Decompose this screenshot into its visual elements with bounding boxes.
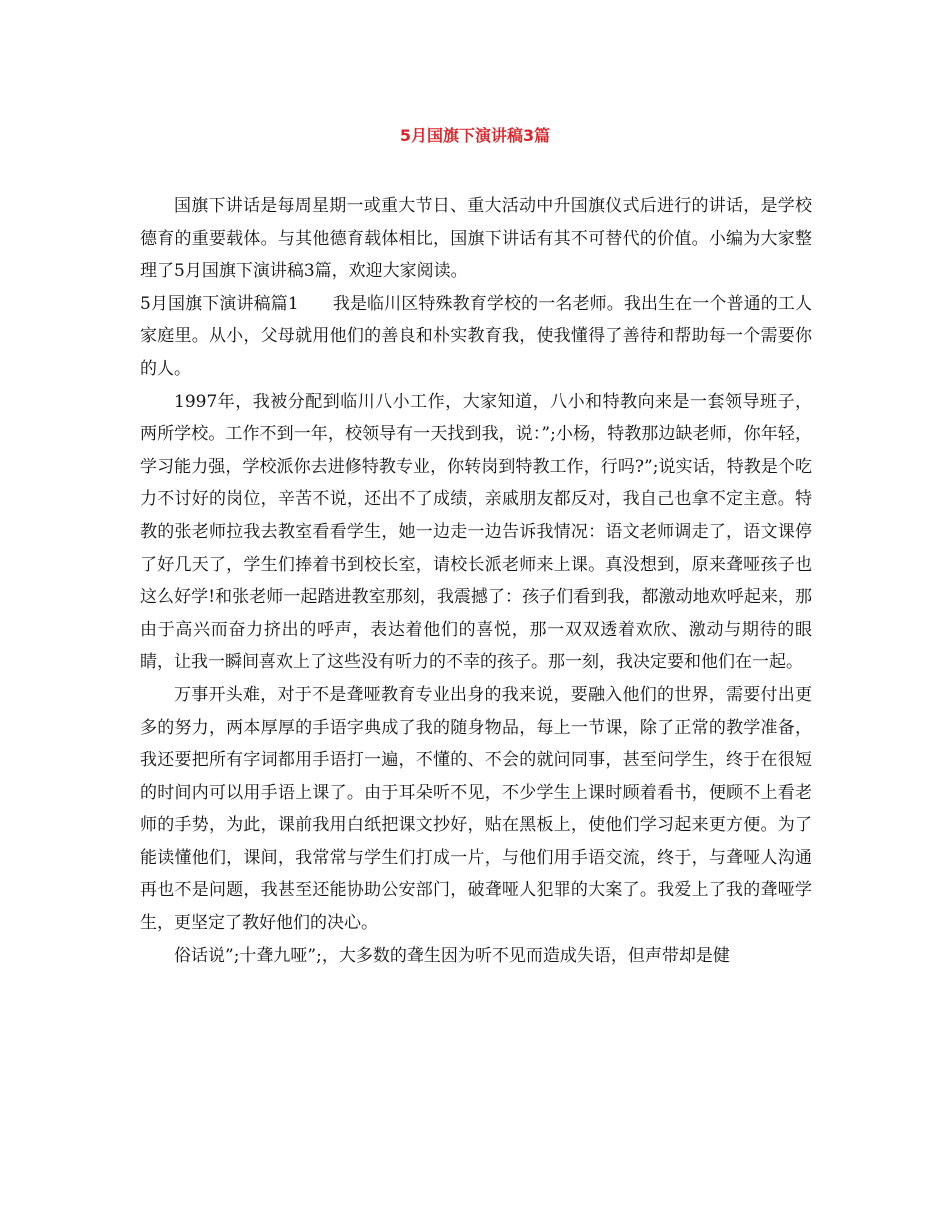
section1-paragraph [140, 288, 812, 386]
document-title: 5月国旗下演讲稿3篇 [399, 126, 551, 145]
paragraph-3: 万事开头难，对于不是聋哑教育专业出身的我来说，要融入他们的世界，需要付出更多的努力，两本厚厚的手语字典成了我的随身物品，每上一节课，除了正常的教学准备，我还要把所有字词都用手语打一遍，不懂的、不会的就问同事，甚至问学生，终于在很短的时间内可以用手语上课了。由于耳朵听不见，不少学生上课时顾着看书，便顾不上看老师的手势，为此，课前我用白纸把课文抄好，贴在黑板上，使他们学习起来更方便。为了能读懂他们，课间，我常常与学生们打成一片，与他们用手语交流，终于，与聋哑人沟通再也不是问题，我甚至还能协助公安部门，破聋哑人犯罪的大案了。我爱上了我的聋哑学生，更坚定了教好他们的决心。 [140, 684, 812, 934]
intro-paragraph: 国旗下讲话是每周星期一或重大节日、重大活动中升国旗仪式后进行的讲话，是学校德育的重要载体。与其他德育载体相比，国旗下讲话有其不可替代的价值。小编为大家整理了5月国旗下演讲稿3篇，欢迎大家阅读。 [140, 196, 812, 282]
paragraph-2: 1997年，我被分配到临川八小工作，大家知道，八小和特教向来是一套领导班子，两所学校。工作不到一年，校领导有一天找到我，说：”;小杨，特教那边缺老师，你年轻，学习能力强，学校派你去进修特教专业，你转岗到特教工作，行吗?”;说实话，特教是个吃力不讨好的岗位，辛苦不说，还出不了成绩，亲戚朋友都反对，我自己也拿不定主意。特教的张老师拉我去教室看看学生，她一边走一边告诉我情况：语文老师调走了，语文课停了好几天了，学生们捧着书到校长室，请校长派老师来上课。真没想到，原来聋哑孩子也这么好学!和张老师一起踏进教室那刻，我震撼了：孩子们看到我，都激动地欢呼起来，那由于高兴而奋力挤出的呼声，表达着他们的喜悦，那一双双透着欢欣、激动与期待的眼睛，让我一瞬间喜欢上了这些没有听力的不幸的孩子。那一刻，我决定要和他们在一起。 [140, 391, 812, 673]
section1-text: 我是临川区特殊教育学校的一名老师。我出生在一个普通的工人家庭里。从小，父母就用他们的善良和朴实教育我，使我懂得了善待和帮助每一个需要你的人。 [140, 293, 813, 379]
section1-heading: 5月国旗下演讲稿篇1 [140, 293, 299, 314]
paragraph-4: 俗话说”;十聋九哑”;，大多数的聋生因为听不见而造成失语，但声带却是健 [174, 945, 730, 966]
document-body [140, 190, 812, 972]
